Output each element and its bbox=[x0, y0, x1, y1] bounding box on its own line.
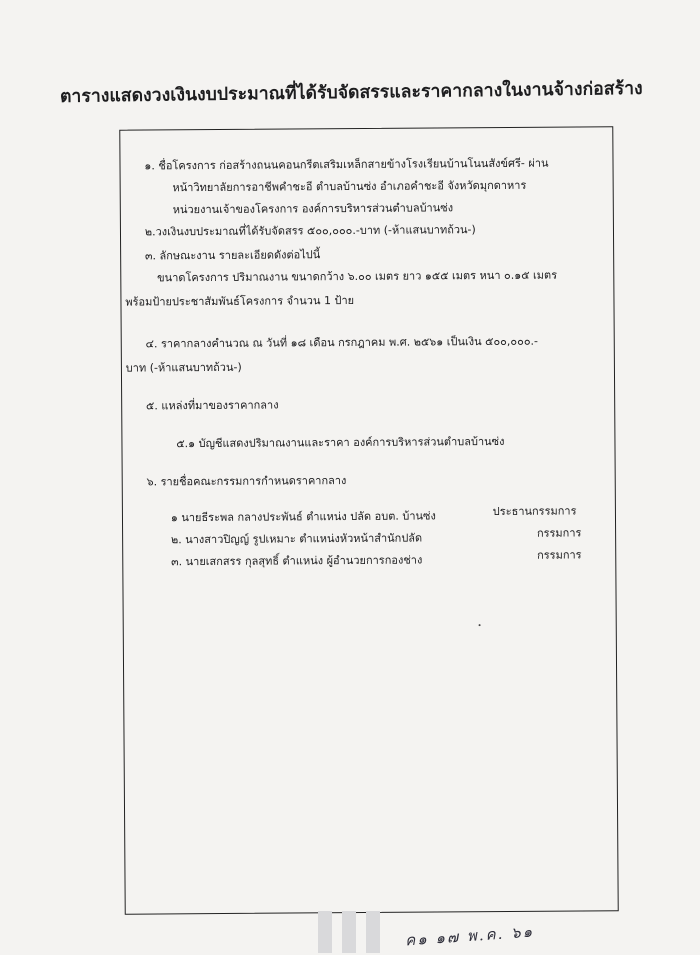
project-name-line-1: ๑. ชื่อโครงการ ก่อสร้างถนนคอนกรีตเสริมเหล็กสายข้างโรงเรียนบ้านโนนสังข์ศรี- ผ่าน bbox=[144, 156, 549, 173]
committee-member-role: กรรมการ bbox=[536, 526, 582, 540]
work-details-line-2: พร้อมป้ายประชาสัมพันธ์โครงการ จำนวน 1 ป้าย bbox=[125, 293, 355, 309]
median-price-line-1: ๔. ราคากลางคำนวณ ณ วันที่ ๑๘ เดือน กรกฎาคม พ.ศ. ๒๕๖๑ เป็นเงิน ๕๐๐,๐๐๐.- bbox=[145, 334, 539, 351]
work-details-line-1: ขนาดโครงการ ปริมาณงาน ขนาดกว้าง ๖.๐๐ เมตร ยาว ๑๕๕ เมตร หนา ๐.๑๕ เมตร bbox=[157, 268, 558, 285]
document-title: ตารางแสดงวงเงินงบประมาณที่ได้รับจัดสรรและราคากลางในงานจ้างก่อสร้าง bbox=[59, 78, 643, 107]
stray-mark bbox=[479, 624, 481, 626]
handwritten-date: ค๑ ๑๗ พ.ค. ๖๑ bbox=[404, 922, 535, 950]
budget-line: ๒.วงเงินงบประมาณที่ได้รับจัดสรร ๕๐๐,๐๐๐.-บาท (-ห้าแสนบาทถ้วน-) bbox=[144, 223, 476, 239]
committee-member-name: ๓. นายเสกสรร กุลสุทธิ์ ตำแหน่ง ผู้อำนวยการกองช่าง bbox=[171, 553, 423, 569]
work-details-header: ๓. ลักษณะงาน รายละเอียดดังต่อไปนี้ bbox=[144, 248, 321, 263]
committee-header: ๖. รายชื่อคณะกรรมการกำหนดราคากลาง bbox=[146, 474, 347, 489]
median-price-line-2: บาท (-ห้าแสนบาทถ้วน-) bbox=[125, 360, 242, 375]
project-name-line-2: หน้าวิทยาลัยการอาชีพคำชะอี ตำบลบ้านซ่ง อำเภอคำชะอี จังหวัดมุกดาหาร bbox=[172, 178, 527, 195]
committee-member-name: ๒. นางสาวปิญญ์ รูปเหมาะ ตำแหน่งหัวหน้าสำนักปลัด bbox=[170, 531, 423, 547]
committee-member-role: ประธานกรรมการ bbox=[492, 504, 577, 519]
committee-member-name: ๑ นายธีระพล กลางประพันธ์ ตำแหน่ง ปลัด อบต. บ้านซ่ง bbox=[170, 509, 436, 525]
committee-member-role: กรรมการ bbox=[537, 548, 582, 562]
price-source-item: ๕.๑ บัญชีแสดงปริมาณงานและราคา องค์การบริหารส่วนตำบลบ้านซ่ง bbox=[176, 434, 505, 451]
price-source-header: ๕. แหล่งที่มาของราคากลาง bbox=[145, 398, 279, 413]
project-owner-line: หน่วยงานเจ้าของโครงการ องค์การบริหารส่วนตำบลบ้านซ่ง bbox=[172, 201, 454, 217]
